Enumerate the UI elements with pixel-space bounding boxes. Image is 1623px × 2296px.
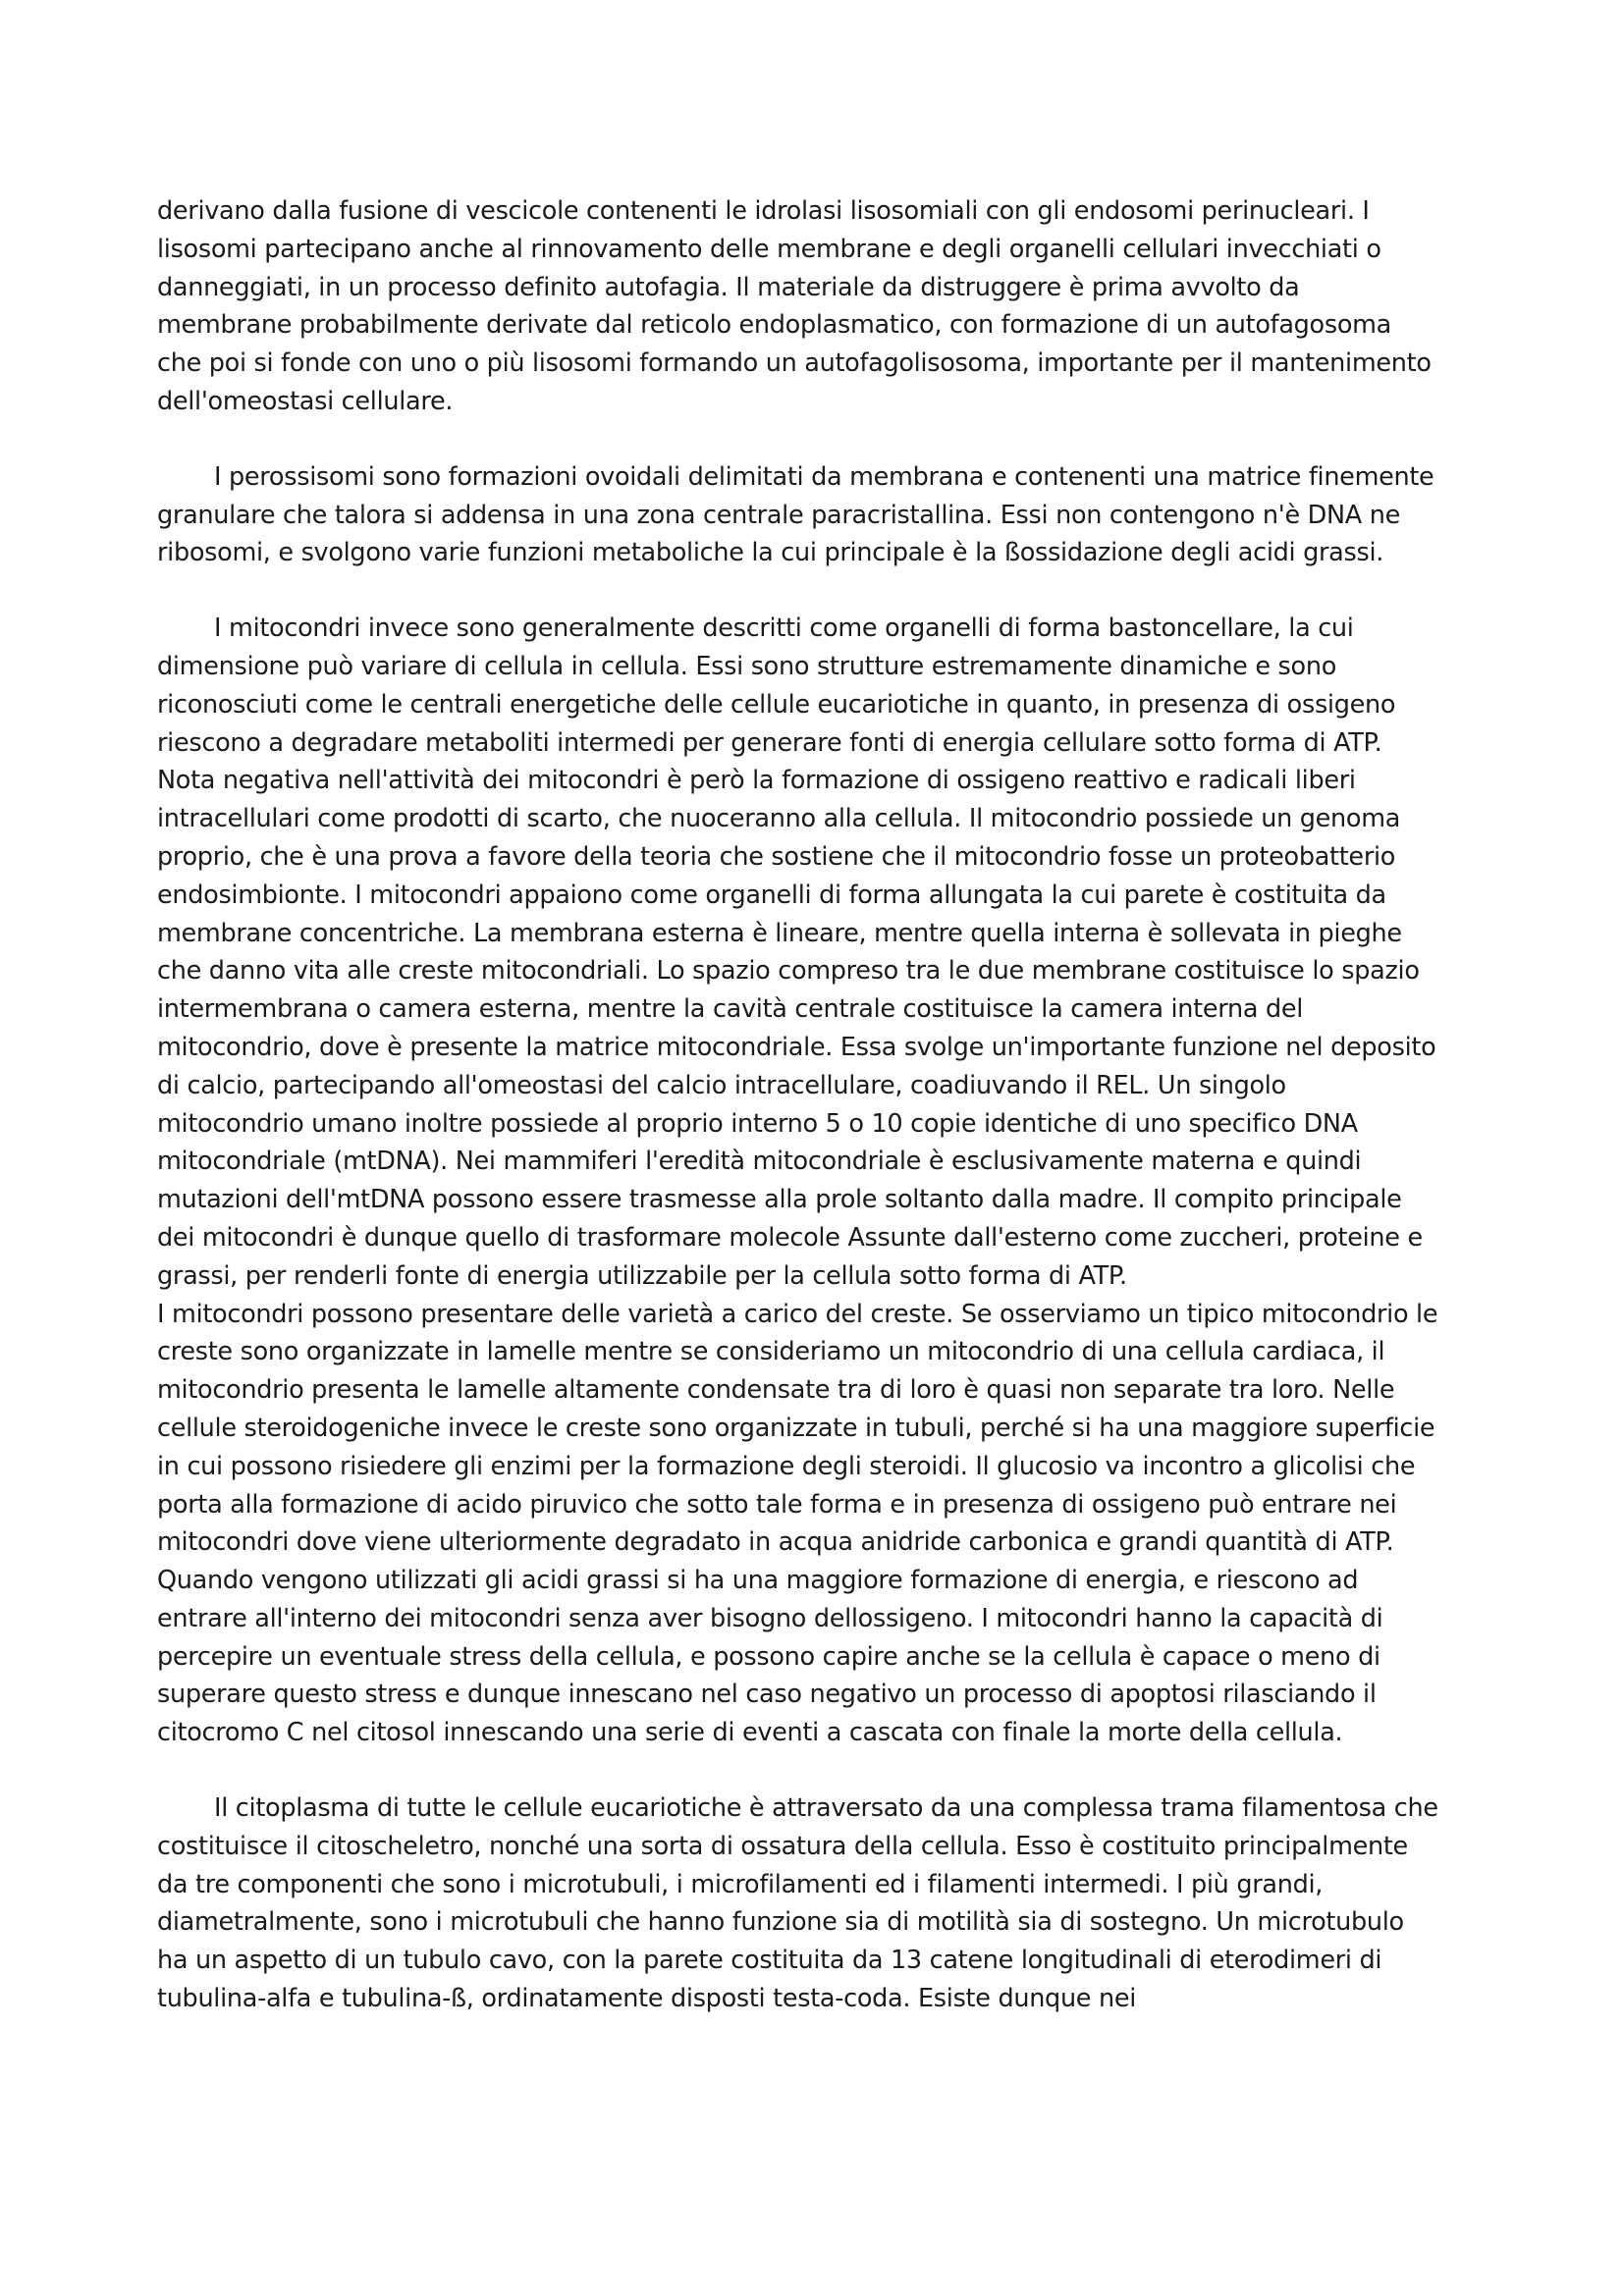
paragraph-cytoskeleton: Il citoplasma di tutte le cellule eucariotiche è attraversato da una complessa trama filamentosa che costituisce il citoscheletro, nonché una sorta di ossatura della cellula. Esso è costituito principalmente da tre componenti che sono i microtubuli, i microfilamenti ed i filamenti intermedi. I più grandi, diametralmente, sono i microtubuli che hanno funzione sia di motilità sia di sostegno. Un microtubulo ha un aspetto di un tubulo cavo, con la parete costituita da 13 catene longitudinali di eterodimeri di tubulina-alfa e tubulina-ß, ordinatamente disposti testa-coda. Esiste dunque nei — [157, 1793, 1438, 2014]
paragraph-peroxisomes: I perossisomi sono formazioni ovoidali delimitati da membrana e contenenti una matrice finemente granulare che talora si addensa in una zona centrale paracristallina. Essi non contengono n'è DNA ne ribosomi, e svolgono varie funzioni metaboliche la cui principale è la ßossidazione degli acidi grassi. — [157, 461, 1434, 568]
paragraph-mitochondria: I mitocondri invece sono generalmente descritti come organelli di forma bastoncellare, la cui dimensione può variare di cellula in cellula. Essi sono strutture estremamente dinamiche e sono riconosciuti come le centrali energetiche delle cellule eucariotiche in quanto, in presenza di ossigeno riescono a degradare metaboliti intermedi per generare fonti di energia cellulare sotto forma di ATP. Nota negativa nell'attività dei mitocondri è però la formazione di ossigeno reattivo e radicali liberi intracellulari come prodotti di scarto, che nuoceranno alla cellula. Il mitocondrio possiede un genoma proprio, che è una prova a favore della teoria che sostiene che il mitocondrio fosse un proteobatterio endosimbionte. I mitocondri appaiono come organelli di forma allungata la cui parete è costituita da membrane concentriche. La membrana esterna è lineare, mentre quella interna è sollevata in pieghe che danno vita alle creste mitocondriali. Lo spazio compreso tra le due membrane costituisce lo spazio intermembrana o camera esterna, mentre la cavità centrale costituisce la camera interna del mitocondrio, dove è presente la matrice mitocondriale. Essa svolge un'importante funzione nel deposito di calcio, partecipando all'omeostasi del calcio intracellulare, coadiuvando il REL. Un singolo mitocondrio umano inoltre possiede al proprio interno 5 o 10 copie identiche di uno specifico DNA mitocondriale (mtDNA). Nei mammiferi l'eredità mitocondriale è esclusivamente materna e quindi mutazioni dell'mtDNA possono essere trasmesse alla prole soltanto dalla madre. Il compito principale dei mitocondri è dunque quello di trasformare molecole Assunte dall'esterno come zuccheri, proteine e grassi, per renderli fonte di energia utilizzabile per la cellula sotto forma di ATP. — [157, 614, 1436, 1291]
paragraph-mitochondria-cristae: I mitocondri possono presentare delle varietà a carico del creste. Se osserviamo un tipico mitocondrio le creste sono organizzate in lamelle mentre se consideriamo un mitocondrio di una cellula cardiaca, il mitocondrio presenta le lamelle altamente condensate tra di loro è quasi non separate tra loro. Nelle cellule steroidogeniche invece le creste sono organizzate in tubuli, perché si ha una maggiore superficie in cui possono risiedere gli enzimi per la formazione degli steroidi. Il glucosio va incontro a glicolisi che porta alla formazione di acido piruvico che sotto tale forma e in presenza di ossigeno può entrare nei mitocondri dove viene ulteriormente degradato in acqua anidride carbonica e grandi quantità di ATP. Quando vengono utilizzati gli acidi grassi si ha una maggiore formazione di energia, e riescono ad entrare all'interno dei mitocondri senza aver bisogno dellossigeno. I mitocondri hanno la capacità di percepire un eventuale stress della cellula, e possono capire anche se la cellula è capace o meno di superare questo stress e dunque innescano nel caso negativo un processo di apoptosi rilasciando il citocromo C nel citosol innescando una serie di eventi a cascata con finale la morte della cellula. — [157, 1299, 1438, 1748]
document-page — [157, 192, 1438, 2018]
paragraph-lysosomes: derivano dalla fusione di vescicole contenenti le idrolasi lisosomiali con gli endosomi perinucleari. I lisosomi partecipano anche al rinnovamento delle membrane e degli organelli cellulari invecchiati o danneggiati, in un processo definito autofagia. Il materiale da distruggere è prima avvolto da membrane probabilmente derivate dal reticolo endoplasmatico, con formazione di un autofagosoma che poi si fonde con uno o più lisosomi formando un autofagolisosoma, importante per il mantenimento dell'omeostasi cellulare. — [157, 196, 1432, 416]
